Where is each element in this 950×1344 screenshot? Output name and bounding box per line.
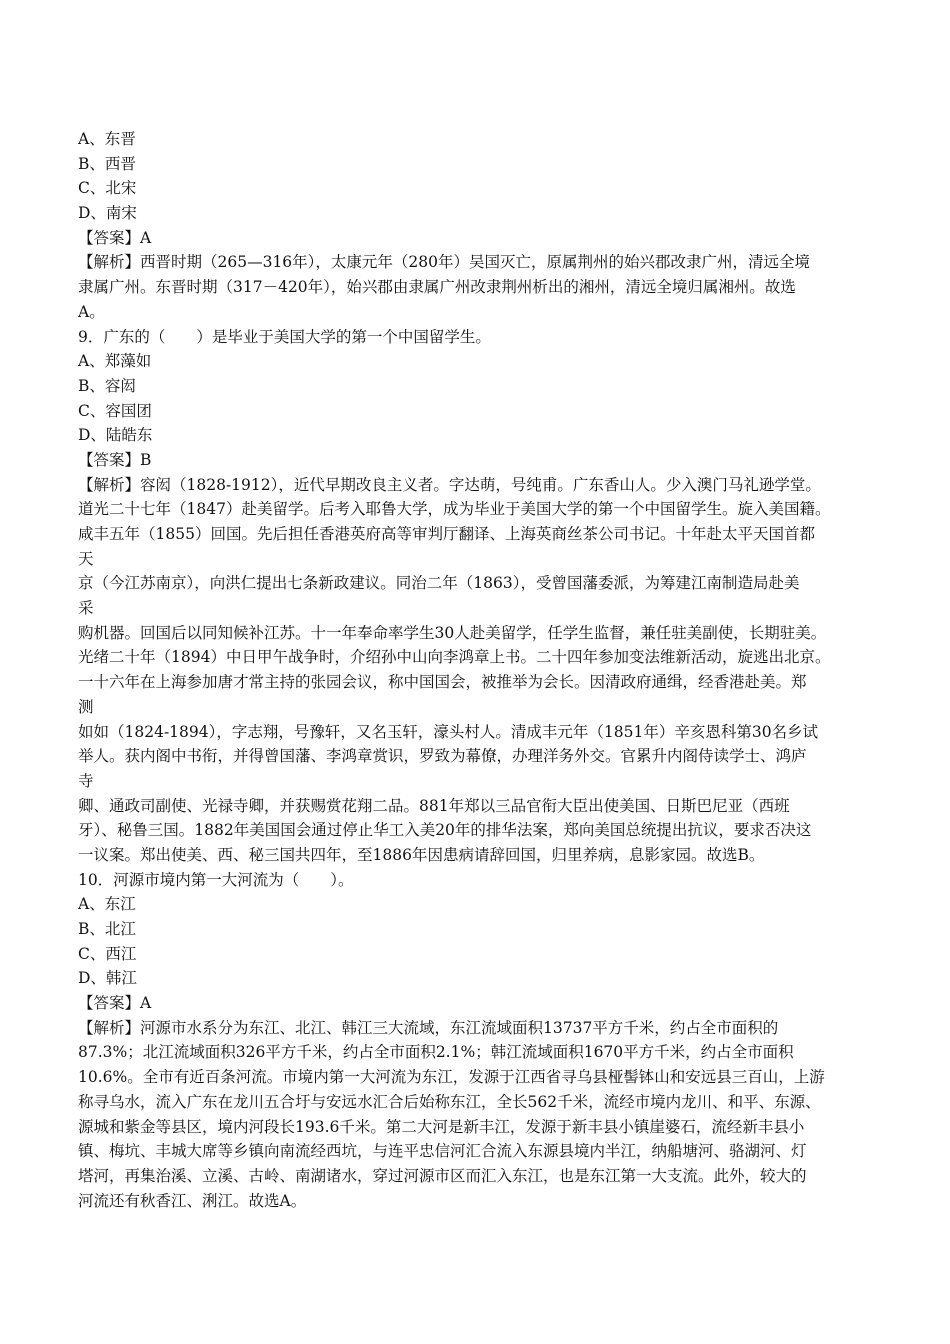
- option-b: B、西晋: [78, 154, 136, 173]
- answer-line: 【答案】A: [78, 994, 152, 1013]
- option-a: A、东晋: [78, 130, 136, 148]
- question-10: 10．河源市境内第一大河流为（ ）。: [78, 870, 354, 889]
- analysis-line: 一十六年在上海参加唐才常主持的张园会议，称中国国会，被推举为会长。因清政府通缉，经香港赴美。郑: [78, 673, 807, 692]
- analysis-line: 【解析】西晋时期（265—316年），太康元年（280年）吴国灭亡，原属荆州的始兴郡改隶广州，清远全境: [78, 253, 811, 272]
- option-c: C、北宋: [78, 179, 137, 198]
- analysis-line: 卿、通政司副使、光禄寺卿，并获赐赏花翔二品。881年郑以三品官衔大臣出使美国、日斯巴尼亚（西班: [78, 796, 790, 815]
- analysis-line: 源城和紫金等县区，境内河段长193.6千米。第二大河是新丰江，发源于新丰县小镇崖婆石，流经新丰县小: [78, 1117, 805, 1136]
- analysis-line: 10.6%。全市有近百条河流。市境内第一大河流为东江，发源于江西省寻乌县桠髻钵山和安远县三百山，上游: [78, 1068, 825, 1087]
- analysis-line: 称寻乌水，流入广东在龙川五合圩与安远水汇合后始称东江，全长562千米，流经市境内龙川、和平、东源、: [78, 1092, 821, 1111]
- option-a: A、郑藻如: [78, 352, 152, 371]
- option-b: B、北江: [78, 920, 136, 938]
- analysis-line: 购机器。回国后以同知候补江苏。十一年奉命率学生30人赴美留学，任学生监督，兼任驻美副使，长期驻美。: [78, 623, 827, 642]
- answer-line: 【答案】B: [78, 450, 152, 469]
- analysis-line: 采: [78, 599, 94, 618]
- answer-line: 【答案】A: [78, 228, 152, 247]
- analysis-line: 天: [78, 549, 94, 568]
- analysis-line: 举人。获内阁中书衔，并得曾国藩、李鸿章赏识，罗致为幕僚，办理洋务外交。官累升内阁侍读学士、鸿庐: [78, 747, 807, 766]
- analysis-line: 河流还有秋香江、浰江。故选A。: [78, 1191, 307, 1210]
- analysis-line: 测: [78, 697, 94, 716]
- analysis-line: 一议案。郑出使美、西、秘三国共四年，至1886年因患病请辞回国，归里养病，息影家园。故选B。: [78, 845, 765, 864]
- analysis-line: 道光二十七年（1847）赴美留学。后考入耶鲁大学，成为毕业于美国大学的第一个中国留学生。旋入美国籍。: [78, 500, 831, 519]
- option-d: D、韩江: [78, 969, 137, 988]
- analysis-line: 【解析】容闳（1828-1912），近代早期改良主义者。字达萌，号纯甫。广东香山人。少入澳门马礼逊学堂。: [78, 475, 821, 494]
- option-b: B、容闳: [78, 376, 136, 395]
- option-d: D、陆皓东: [78, 426, 153, 445]
- analysis-line: 【解析】河源市水系分为东江、北江、韩江三大流域，东江流域面积13737平方千米，约占全市面积的: [78, 1018, 779, 1037]
- analysis-line: 光绪二十年（1894）中日甲午战争时，介绍孙中山向李鸿章上书。二十四年参加变法维新活动，旋逃出北京。: [78, 648, 831, 667]
- document-body: [78, 127, 878, 1213]
- analysis-line: 咸丰五年（1855）回国。先后担任香港英府高等审判厅翻译、上海英商丝茶公司书记。十年赴太平天国首都: [78, 525, 815, 543]
- analysis-line: 隶属广州。东晋时期（317－420年），始兴郡由隶属广州改隶荆州析出的湘州，清远全境归属湘州。故选: [78, 278, 796, 297]
- analysis-line: 镇、梅坑、丰城大席等乡镇向南流经西坑，与连平忠信河汇合流入东源县境内半江，纳船塘河、骆湖河、灯: [78, 1142, 807, 1161]
- analysis-line: 京（今江苏南京），向洪仁提出七条新政建议。同治二年（1863），受曾国藩委派，为筹建江南制造局赴美: [78, 574, 800, 593]
- option-a: A、东江: [78, 895, 136, 914]
- analysis-line: 寺: [78, 771, 94, 790]
- analysis-line: 87.3%；北江流域面积326平方千米，约占全市面积2.1%；韩江流域面积1670平方千米，约占全市面积: [78, 1043, 794, 1062]
- option-c: C、容国团: [78, 401, 152, 420]
- option-c: C、西江: [78, 944, 137, 963]
- analysis-line: 如如（1824-1894），字志翔，号豫轩，又名玉轩，濠头村人。清成丰元年（1851年）辛亥恩科第30名乡试: [78, 722, 819, 741]
- analysis-line: 塔河，再集治溪、立溪、古岭、南湖诸水，穿过河源市区而汇入东江，也是东江第一大支流。此外，较大的: [78, 1166, 807, 1185]
- analysis-line: A。: [78, 302, 105, 321]
- option-d: D、南宋: [78, 204, 137, 223]
- question-9: 9．广东的（ ）是毕业于美国大学的第一个中国留学生。: [78, 327, 491, 346]
- analysis-line: 牙）、秘鲁三国。1882年美国国会通过停止华工入美20年的排华法案，郑向美国总统提出抗议，要求否决这: [78, 821, 812, 840]
